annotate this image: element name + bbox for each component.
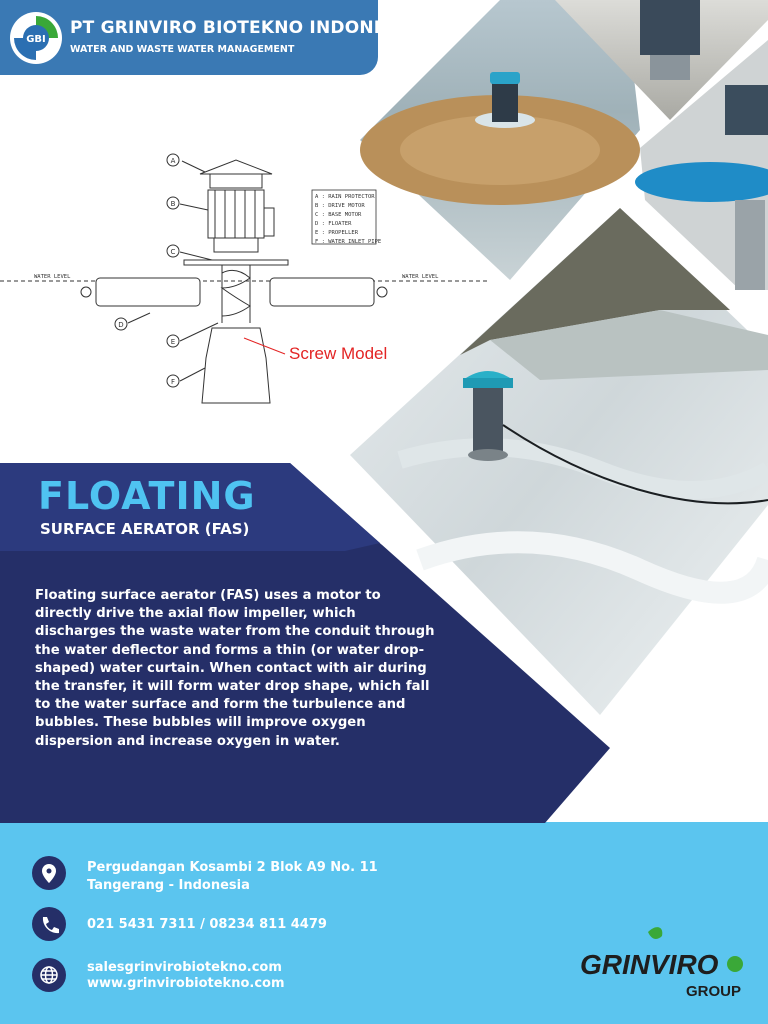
water-level-left: WATER LEVEL	[34, 274, 71, 280]
leaf-icon	[648, 927, 662, 939]
aerator-technical-drawing	[0, 148, 500, 408]
company-tagline: WATER AND WASTE WATER MANAGEMENT	[70, 44, 295, 55]
legend-f: F : WATER INLET PIPE	[315, 239, 382, 245]
company-logo	[10, 12, 62, 64]
phone-icon	[32, 907, 66, 941]
callout-c: C	[170, 248, 176, 256]
brand-sub: GROUP	[686, 983, 742, 1000]
logo-letters: GBI	[26, 34, 46, 45]
legend-a: A : RAIN PROTECTOR	[315, 194, 375, 200]
grinviro-group-logo	[578, 922, 748, 1002]
screw-model-label: Screw Model	[289, 344, 388, 363]
water-level-right: WATER LEVEL	[402, 274, 439, 280]
legend-d: D : FLOATER	[315, 221, 352, 227]
phone-number[interactable]: 021 5431 7311 / 08234 811 4479	[87, 917, 327, 932]
callout-b: B	[170, 200, 176, 208]
callout-f: F	[170, 378, 176, 386]
product-title: FLOATING	[38, 474, 256, 518]
legend-b: B : DRIVE MOTOR	[315, 203, 365, 209]
email-link[interactable]: salesgrinvirobiotekno.com	[87, 960, 282, 975]
address-line-2: Tangerang - Indonesia	[87, 878, 250, 893]
brand-globe-icon	[727, 956, 743, 972]
product-description: Floating surface aerator (FAS) uses a motor to directly drive the axial flow impeller, which discharges the waste water from the conduit through the water deflector and forms a thin (or water drop-shaped) water curtain. When contact with air during the transfer, it will form water drop shape, which fall to the water surface and form the turbulence and bubbles. These bubbles will improve oxygen dispersion and increase oxygen in water.	[35, 588, 435, 749]
brand-name: GRINVIRO	[580, 949, 719, 980]
legend-c: C : BASE MOTOR	[315, 212, 362, 218]
globe-icon	[32, 958, 66, 992]
company-name: PT GRINVIRO BIOTEKNO INDONESIA	[70, 18, 418, 38]
callout-a: A	[170, 157, 176, 165]
legend-e: E : PROPELLER	[315, 230, 359, 236]
address-line-1: Pergudangan Kosambi 2 Blok A9 No. 11	[87, 860, 378, 875]
callout-e: E	[170, 338, 176, 346]
website-link[interactable]: www.grinvirobiotekno.com	[87, 976, 285, 991]
callout-d: D	[118, 321, 124, 329]
product-subtitle: SURFACE AERATOR (FAS)	[40, 520, 250, 538]
location-pin-icon	[32, 856, 66, 890]
leaf-logo-icon	[10, 12, 62, 64]
